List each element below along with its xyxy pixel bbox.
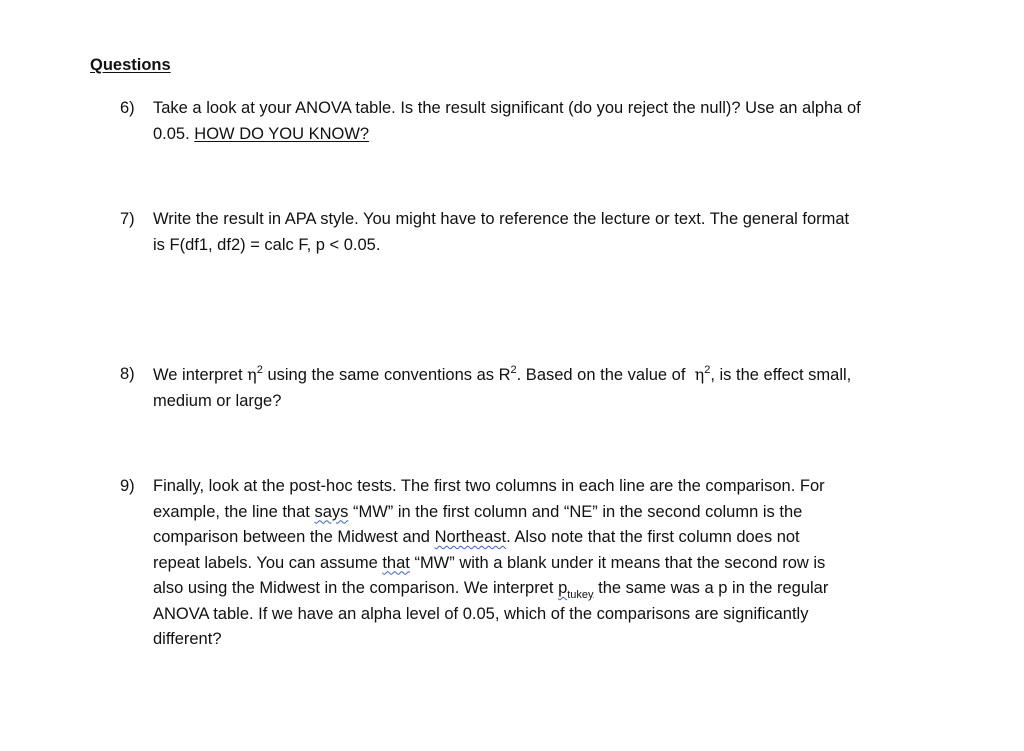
question-number: 8) bbox=[120, 365, 135, 383]
spellcheck-word[interactable]: $p_{tukey}$ bbox=[558, 579, 594, 602]
spellcheck-word[interactable]: says bbox=[314, 502, 349, 521]
emphasis-text: HOW DO YOU KNOW? bbox=[194, 124, 370, 143]
question-text: Finally, look at the post-hoc tests. The first two columns in each line are the comparison. For example, the line that says “MW” in the first column and “NE” in the second column is the comparison between the Midwest and Northeast. Also note that the first column does not repeat labels. You can assume that “MW” with a blank under it means that the second row is also using the Midwest in the comparison. We interpret $p_{tukey}$ the same was a p in the regular ANOVA table. If we have an alpha level of 0.05, which of the comparisons are significantly different? bbox=[153, 477, 829, 648]
question-8 bbox=[120, 362, 920, 414]
question-number: 6) bbox=[120, 99, 135, 117]
question-7 bbox=[120, 207, 920, 258]
question-6 bbox=[120, 96, 920, 147]
eta-symbol: η bbox=[247, 365, 257, 384]
questions-heading: Questions bbox=[90, 56, 171, 74]
spellcheck-word[interactable]: Northeast bbox=[434, 528, 507, 546]
question-text: Write the result in APA style. You might have to reference the lecture or text. The general format is F(df1, df2) = calc F, p < 0.05. bbox=[153, 210, 850, 254]
question-text: Take a look at your ANOVA table. Is the result significant (do you reject the null)? Use an alpha of 0.05. HOW DO YOU KNOW? bbox=[153, 99, 861, 143]
question-number: 9) bbox=[120, 477, 135, 495]
question-text: We interpret $\eta^2$ using the same conventions as $R^2$. Based on the value of $\eta^2$, is the effect small, medium or large? bbox=[153, 363, 852, 410]
question-9 bbox=[120, 474, 920, 653]
eta-symbol: η bbox=[694, 365, 705, 384]
question-number: 7) bbox=[120, 210, 135, 228]
spellcheck-word[interactable]: that bbox=[382, 553, 410, 572]
